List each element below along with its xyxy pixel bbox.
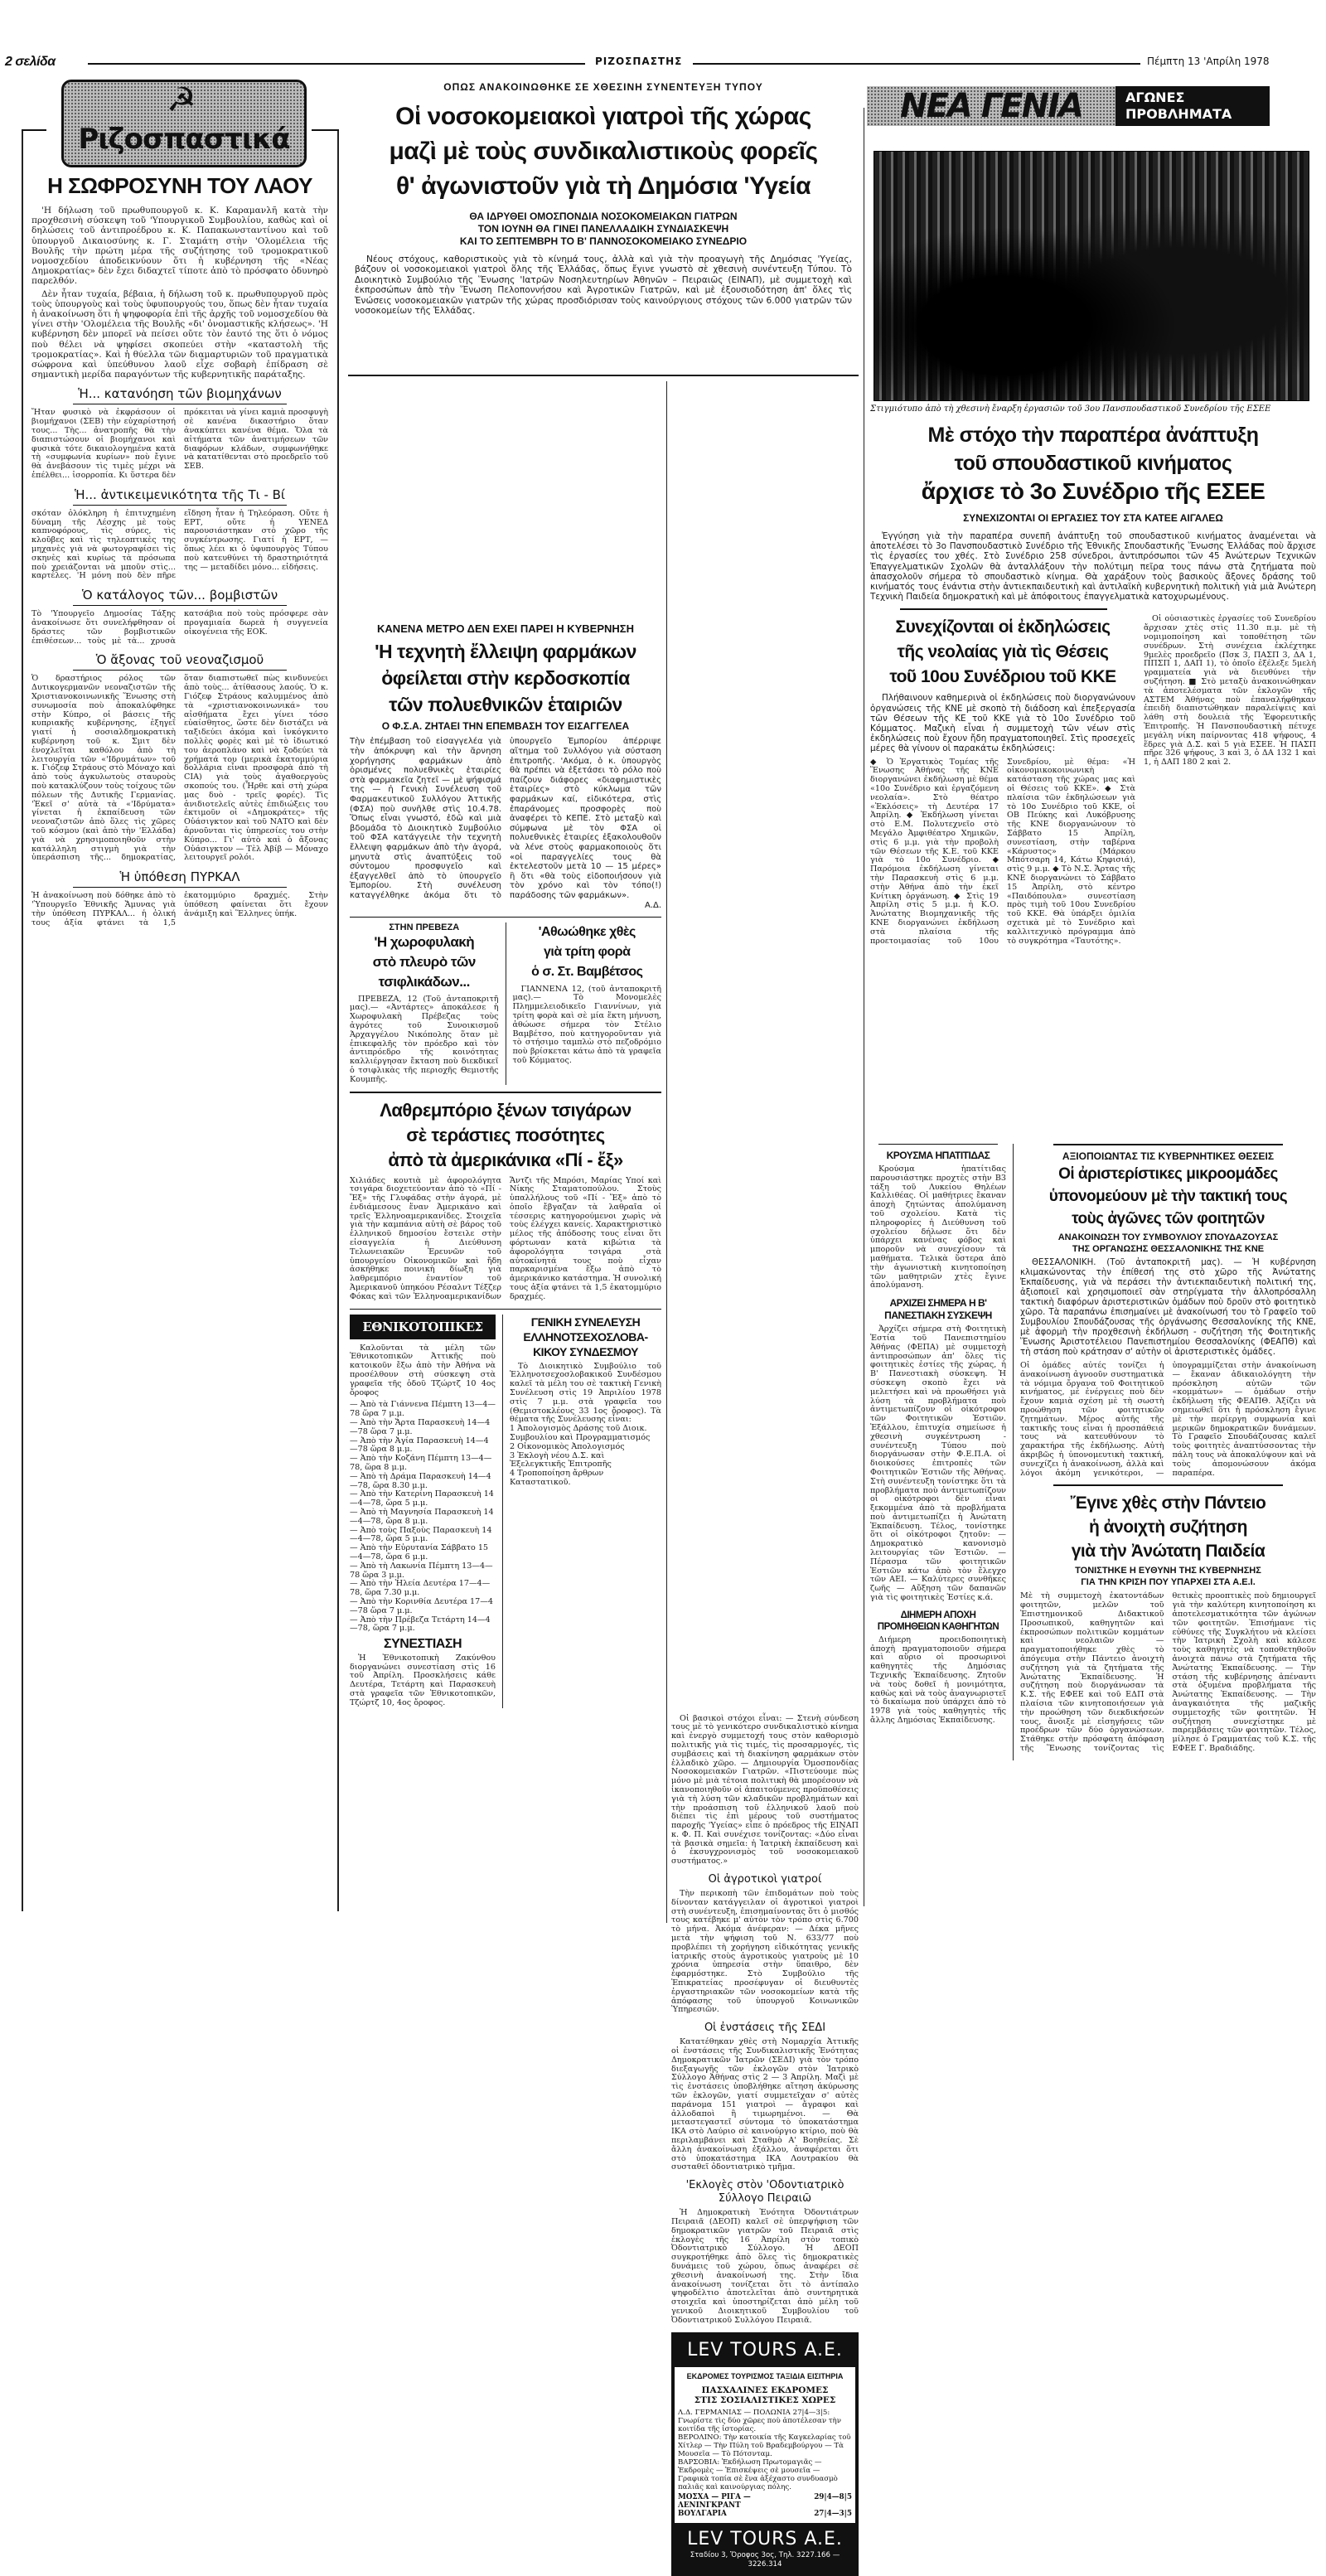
kke-headline xyxy=(870,615,1135,690)
article-pyrkal xyxy=(31,869,328,927)
section-title: Οἱ ἐνστάσεις τῆς ΣΕΔΙ xyxy=(704,2022,826,2035)
cigarettes-headline-line: σὲ τεράστιες ποσότητες xyxy=(406,1124,605,1145)
esee-side: Οἱ οὐσιαστικὲς ἐργασίες τοῦ Συνεδρίου ἄρχισαν χτὲς στὶς 11.30 π.μ. μὲ τὴ νομιμοποίηση καὶ τοποθέτηση τῶν συνέδρων. Στὴ συνέχεια ἐκλέχτηκε 9μελὲς προεδρεῖο (Πσκ 3, ΠΑΣΠ 3, ΔΑ 1, ΠΠΣΠ 1, ΔΑΠ 1), τὸ ὁποῖο ἐξέλεξε 5μελὴ γραμματεία γιὰ νὰ διευθύνει τὴν συζήτηση. ■ Στὸ μεταξὺ ἀνακοινώθηκαν τὰ ἀποτελέσματα τῶν ἐκλογῶν τῆς ΑΣΤΕΜ Ἀθήνας ποὺ ἐπαναλήφθηκαν ἐπειδὴ διαπιστώθηκαν παραλείψεις καὶ λάθη στὴ δουλειὰ τῆς Ἐφορευτικῆς Ἐπιτροπῆς. Ἡ Πανσπουδαστικὴ πέτυχε μεγάλη νίκη παίρνοντας 418 ψήφους, 4 ἕδρες γιὰ Δ.Σ. καὶ 5 γιὰ ΕΣΕΕ. Ἡ ΠΑΣΠ πῆρε 326 ψήφους, 3 καὶ 3, ὁ ΔΑ 132 1 καὶ 1, ἡ ΔΑΠ 180 2 καὶ 2. xyxy=(1144,614,1316,767)
czech-headline-line: ΕΛΛΗΝΟΤΣΕΧΟΣΛΟΒΑ- xyxy=(523,1329,648,1344)
frame-right xyxy=(337,129,339,1911)
banner-tag: ΑΓΩΝΕΣ xyxy=(1125,90,1185,105)
esee-headline xyxy=(870,421,1316,506)
esee-subhead: ΣΥΝΕΧΙΖΟΝΤΑΙ ΟΙ ΕΡΓΑΣΙΕΣ ΤΟΥ ΣΤΑ ΚΑΤΕΕ ΑΙΓΑΛΕΩ xyxy=(963,512,1223,524)
esee-headline-line: τοῦ σπουδαστικοῦ κινήματος xyxy=(954,452,1232,475)
micro-kicker: ΑΞΙΟΠΟΙΩΝΤΑΣ ΤΙΣ ΚΥΒΕΡΝΗΤΙΚΕΣ ΘΕΣΕΙΣ xyxy=(1062,1150,1275,1162)
right-lower-right xyxy=(1020,1144,1316,1760)
section-block xyxy=(671,2022,859,2172)
section-title: Οἱ ἀγροτικοὶ γιατροί xyxy=(708,1873,822,1886)
frame-top-right xyxy=(312,129,339,131)
ad-title: ΣΤΙΣ ΣΟΣΙΑΛΙΣΤΙΚΕΣ ΧΩΡΕΣ xyxy=(694,2394,836,2405)
ad-line: ΒΕΡΟΛΙΝΟ: Τὴν κατοικία τῆς Καγκελαρίας τοῦ Χίτλερ — Τὴν Πύλη τοῦ Βραδεμβούργου — Τὰ Μουσεῖα — Τὸ Πότσνταμ. xyxy=(678,2433,851,2458)
header-rule-right xyxy=(693,63,1140,65)
route-dates: 29|4—8|5 xyxy=(814,2492,852,2501)
lower-row xyxy=(350,1315,661,1708)
right-lower xyxy=(870,1144,1316,1760)
acquitted-headline xyxy=(513,922,662,982)
micro-headline-line: ὑπονομεύουν μὲ τὴν τακτική τους xyxy=(1048,1188,1288,1205)
cigarettes-headline-line: Λαθρεμπόριο ξένων τσιγάρων xyxy=(380,1099,632,1121)
conference-story xyxy=(870,1297,1006,1603)
editorial-body xyxy=(31,206,328,380)
meeting-item: — Ἀπὸ τὴν Ἠλεία Δευτέρα 17—4—78, ὥρα 7.30 μ.μ. xyxy=(350,1579,491,1598)
ad-categories: ΕΚΔΡΟΜΕΣ ΤΟΥΡΙΣΜΟΣ ΤΑΞΙΔΙΑ ΕΙΣΙΤΗΡΙΑ xyxy=(686,2371,844,2380)
esee-headline-line: ἄρχισε τὸ 3ο Συνέδριο τῆς ΕΣΕΕ xyxy=(921,478,1266,504)
right-top-flow xyxy=(870,404,1316,946)
drugs-body: Τὴν ἐπέμβαση τοῦ εἰσαγγελέα γιὰ τὴν ἀπόκρυψη καὶ τὴν ἄρνηση χορήγησης φαρμάκων ἀπὸ ὁρισμένες πολυεθνικὲς ἑταιρίες στὰ φαρμακεῖα ζητεῖ — μὲ ψήφισμά της — ἡ Γενικὴ Συνέλευση τοῦ Φαρμακευτικοῦ Συλλόγου Ἀττικῆς (ΦΣΑ) ποὺ συνῆλθε στὶς 10.4.78. Ὅπως εἶναι γνωστό, ἐδῶ καὶ μιὰ βδομάδα τὸ Διοικητικὸ Συμβούλιο τοῦ ΦΣΑ κατάγγειλε τὴν τεχνητὴ ἔλλειψη φαρμάκων ἀπὸ τὴν ἀγορά, μηνυτὰ στὶς ἀναπτύξεις τοῦ σύντομου προσφυγεῖο καὶ ἐξαγγελθεῖ ἀπὸ τὸ ὑπουργεῖο Ἐμπορίου. Στὴ συνέλευση καταγγέλθηκε ἀκόμα ὅτι τὸ ὑπουργεῖο Ἐμπορίου ἀπέρριψε αἴτημα τοῦ Συλλόγου γιὰ σύσταση ἐπιτροπῆς. 'Ακόμα, ὁ κ. ὑπουργὸς θὰ πρέπει νὰ ἐξετάσει τὸ ρόλο ποὺ παίζουν διάφορες «διαφημιστικὲς ἑταιρίες» στὸ κύκλωμα τῶν φαρμάκων καί, εἰδικότερα, στὶς ἐπαράνομες προσφορὲς ποὺ ἀναφέρει τὸ ΚΕΠΕ. Στὸ μεταξὺ καὶ σύμφωνα μὲ τὸν ΦΣΑ οἱ πολυεθνικὲς ἑταιρίες ἐξακολουθοῦν νὰ λένε στοὺς φαρμακοποιοὺς ὅτι «οἱ παραγγελίες τους θὰ ἐκτελεστοῦν μετὰ 10 — 15 μέρες» ἢ ὅτι «θὰ τοὺς εἰδοποιήσουν γιὰ τὸν χρόνο καὶ τὸν τόπο(!) παράδοσης τῶν φαρμάκων». xyxy=(350,737,661,900)
esee-body: Ἐγγύηση γιὰ τὴν παραπέρα συνεπῆ ἀνάπτυξη τοῦ σπουδαστικοῦ κινήματος ἀναμένεται νὰ ἀποτελέσει τὸ 3ο Πανσπουδαστικὸ Συνέδριο τῆς Ἐθνικῆς Σπουδαστικῆς Ἕνωσης Ἑλλάδας ποὺ ἄρχισε τὶς ἐργασίες του χθές. Στὸ Συνέδριο 258 σύνεδροι, ἀντιπρόσωποι τῶν 45 Ἀνώτερων Τεχνικῶν Ἐπαγγελματικῶν Σχολῶν θὰ ἀνταλλάξουν τὴν πολύτιμη πεῖρα τους πάνω στὰ ζητήματα ποὺ ἀπασχολοῦν σήμερα τὸ σπουδαστικὸ κίνημα. Θὰ χαράξουν τοὺς βασικοὺς ἄξονες δράσης τοῦ κινήματός τους ἐνάντια στὴν ἀντιεκπαιδευτικὴ καὶ ἀντιλαϊκὴ κυβερνητικὴ πολιτικὴ γιὰ μιὰ Ἀνώτερη Τεχνικὴ Παιδεία δημοκρατικὴ καὶ μὲ ἀπόφοιτους ἐπαγγελματικὰ κατοχυρωμένους. xyxy=(870,531,1316,603)
right-section xyxy=(864,75,1321,1753)
drugs-headline-line: 'Η τεχνητὴ ἔλλειψη φαρμάκων xyxy=(375,641,636,663)
cigarettes-story xyxy=(350,1098,661,1302)
lead-subhead: ΚΑΙ ΤΟ ΣΕΠΤΕΜΒΡΗ ΤΟ Β' ΠΑΝΝΟΣΟΚΟΜΕΙΑΚΟ ΣΥΝΕΔΡΙΟ xyxy=(459,235,748,247)
meeting-item: — Ἀπὸ τὴ Λακωνία Πέμπτη 13—4—78 ὥρα 3 μ.μ. xyxy=(350,1561,493,1580)
ethnikotopikes-intro: Καλοῦνται τὰ μέλη τῶν Ἐθνικοτοπικῶν Ἀττικῆς ποὺ κατοικοῦν ἔξω ἀπὸ τὴν Ἀθήνα νὰ προσέλθουν στὴ σύσκεψη στὰ γραφεῖα τῆς ὁδοῦ Τζώρτζ 10 4ος ὄροφος xyxy=(350,1343,496,1397)
conference-title-line: ΠΑΝΕΣΤΙΑΚΗ ΣΥΣΚΕΨΗ xyxy=(884,1310,992,1322)
congress-photo xyxy=(874,151,1309,401)
section-divider xyxy=(900,608,1107,610)
lead-kicker: ΟΠΩΣ ΑΝΑΚΟΙΝΩΘΗΚΕ ΣΕ ΧΘΕΣΙΝΗ ΣΥΝΕΝΤΕΥΞΗ ΤΥΠΟΥ xyxy=(443,81,763,93)
preveza-headline-line: στὸ πλευρὸ τῶν xyxy=(372,953,476,970)
lead-headline-line: μαζὶ μὲ τοὺς συνδικαλιστικοὺς φορεῖς xyxy=(389,138,818,165)
panteio-headline-line: Ἔγινε χθὲς στὴν Πάντειο xyxy=(1070,1494,1266,1513)
left-column xyxy=(22,80,341,927)
route-dates: 27|4—3|5 xyxy=(814,2509,852,2518)
section-body: Ἡ Δημοκρατικὴ Ἑνότητα Ὀδοντιάτρων Πειραιᾶ (ΔΕΟΠ) καλεῖ σὲ ὑπερψήφιση τῶν δημοκρατικῶν γιατρῶν τοῦ Πειραιᾶ στὶς ἐκλογὲς τῆς 16 Ἀπρίλη στὸν τοπικὸ Ὀδοντιατρικὸ Σύλλογο. Ἡ ΔΕΟΠ συγκροτήθηκε ἀπὸ ὅλες τὶς δημοκρατικὲς δυνάμεις τοῦ χώρου, ὅπως ἀναφέρει σὲ χθεσινὴ ἀνακοίνωσή της. Στὴν ἴδια ἀνακοίνωση τονίζεται ὅτι τὸ ἀντίπαλο ψηφοδέλτιο ἀποτελεῖται ἀπὸ συντηρητικὰ στοιχεῖα καὶ ὑποστηρίζεται ἀπὸ μέλη τοῦ γενικοῦ Διοικητικοῦ Συμβουλίου τοῦ Ὀδοντιατρικοῦ Συλλόγου Πειραιᾶ. xyxy=(671,2208,859,2325)
lead-subhead: ΤΟΝ ΙΟΥΝΗ ΘΑ ΓΙΝΕΙ ΠΑΝΕΛΛΑΔΙΚΗ ΣΥΝΔΙΑΣΚΕΨΗ xyxy=(477,223,729,235)
header-rule-left xyxy=(88,63,585,65)
kke-story xyxy=(870,615,1135,946)
hepatitis-story xyxy=(870,1144,1006,1290)
paper-name: ΡΙΖΟΣΠΑΣΤΗΣ xyxy=(595,56,683,67)
page-number: 2 σελίδα xyxy=(5,55,56,69)
micro-subhead: ΤΗΣ ΟΡΓΑΝΩΣΗΣ ΘΕΣΣΑΛΟΝΙΚΗΣ ΤΗΣ ΚΝΕ xyxy=(1072,1244,1265,1254)
acquitted-headline-line: γιὰ τρίτη φορὰ xyxy=(544,944,631,959)
kke-headline-line: τῆς νεολαίας γιὰ τὶς Θέσεις xyxy=(897,642,1109,662)
conference-title-line: ΑΡΧΙΖΕΙ ΣΗΜΕΡΑ Η Β' xyxy=(889,1297,987,1310)
banner-tag: ΠΡΟΒΛΗΜΑΤΑ xyxy=(1125,106,1232,122)
lead-headline xyxy=(348,99,859,204)
article-body: Τὸ 'Υπουργεῖο Δημοσίας Τάξης ἀνακοίνωσε ὅτι συνελήφθησαν οἱ δράστες τῶν βομβιστικῶν ἐπιθέσεων... τοὺς μὲ τὰ... χρυσὰ κατσάβια ποὺ τοὺς πρόσφερε σὰν προγαμιαία δωρεὰ ἡ συγγενεία οἰκογένεια τῆς ΕΟΚ. xyxy=(31,609,328,646)
lead-top xyxy=(348,81,859,316)
column-logo xyxy=(61,80,307,167)
section-divider xyxy=(350,917,661,918)
preveza-headline xyxy=(350,932,499,992)
article-industrialists xyxy=(31,386,328,480)
ad-route xyxy=(678,2493,852,2510)
meeting-item: — Ἀπὸ τὴν Ἀγία Παρασκευὴ 14—4—78 ὥρα 8 μ.μ. xyxy=(350,1436,489,1455)
right-lower-left xyxy=(870,1144,1006,1760)
agenda-item: 2 Οἰκονομικὸς Ἀπολογισμός xyxy=(510,1441,625,1451)
meeting-item: — Ἀπὸ τὴν Πρέβεζα Τετάρτη 14—4—78, ὥρα 7 μ.μ. xyxy=(350,1615,491,1634)
section-divider xyxy=(348,375,859,376)
czech-headline-line: ΓΕΝΙΚΗ ΣΥΝΕΛΕΥΣΗ xyxy=(530,1315,641,1329)
banner-tags xyxy=(1115,86,1270,126)
article-title: Ἡ ὑπόθεση ΠΥΡΚΑΛ xyxy=(119,869,240,885)
cigarettes-body: Χιλιάδες κουτιὰ μὲ ἀφορολόγητα τσιγάρα διοχετεύονταν ἀπὸ τὸ «Πί - Ἔξ» τῆς Γλυφάδας στὴν ἀγορά, μὲ ἐνδιάμεσους ἕναν Ἀμερικάνο καὶ τρεῖς Ἑλληνοαμερικανίδες. Στοιχεῖα γιὰ τὴν καμπάνια αὐτὴ σὲ βάρος τοῦ ἑλληνικοῦ δημοσίου ἔστειλε στὴν εἰσαγγελία ἡ Διεύθυνση Τελωνειακῶν Ἐρευνῶν τοῦ ὑπουργείου Οἰκονομικῶν καὶ ἤδη ἀσκήθηκε ποινικὴ δίωξη γιὰ λαθρεμπόριο ἐναντίον τοῦ Ἀμερικανοῦ ὑπηκόου Ρέσαλντ Τέξζερ Φόκας καὶ τῶν Ἑλληνοαμερικανίδων Ἄντζι τῆς Μπρόσι, Μαρίας Υποί καὶ Νίκης Σταματοπούλου. Στοὺς ὑπαλλήλους τοῦ «Πί - Ἔξ» ἀπὸ τὸ ὁποῖο ἔβγαζαν τὰ λαθραῖα οἱ τέσσερις κατηγορούμενοι χωρὶς νὰ τοὺς ἐλέγχει κανείς. Χαρακτηριστικὸ μέλος τῆς ἀπόδοσης τους εἶναι ὅτι φόρτωναν κατὰ κιβώτια τὰ ἀφορολόγητα τσιγάρα στὰ αὐτοκίνητά τους ποὺ εἶχαν παρκαρισμένα ἔξω ἀπὸ τὸ ἀμερικάνικο κατάστημα. Ἡ συνολική τους ἀξία φτάνει τὰ 1,5 ἑκατομμύριο δραχμές. xyxy=(350,1175,661,1301)
article-neonazism xyxy=(31,652,328,863)
acquitted-headline-line: 'Αθωώθηκε χθὲς xyxy=(538,924,636,939)
section-divider xyxy=(1053,1484,1283,1486)
ethnikotopikes-section xyxy=(350,1315,496,1708)
column-divider xyxy=(502,1315,503,1708)
ad-address: Σταδίου 3, Ὄροφος 3ος, Τηλ. 3227.166 — 3226.314 xyxy=(690,2550,840,2569)
ad-route xyxy=(678,2510,852,2518)
czech-headline xyxy=(510,1315,661,1359)
cigarettes-headline-line: ἀπὸ τὰ ἀμερικάνικα «Πί - ἔξ» xyxy=(388,1149,623,1170)
preveza-kicker: ΣΤΗΝ ΠΡΕΒΕΖΑ xyxy=(389,922,460,932)
teachers-title: ΔΙΗΜΕΡΗ ΑΠΟΧΗ ΠΡΟΜΗΘΕΙΩΝ ΚΑΘΗΓΗΤΩΝ xyxy=(877,1610,999,1632)
panteio-headline-line: ἡ ἀνοιχτὴ συζήτηση xyxy=(1088,1518,1247,1537)
micro-subheads xyxy=(1020,1232,1316,1255)
title-underline xyxy=(73,670,287,671)
ad-title: ΠΑΣΧΑΛΙΝΕΣ ΕΚΔΡΟΜΕΣ xyxy=(701,2385,829,2395)
lead-continued: Οἱ βασικοὶ στόχοι εἶναι: — Στενὴ σύνδεση τους μὲ τὸ γενικότερο συνδικαλιστικὸ κίνημα καὶ ἐνεργὸ συμμετοχή τους στὸν καθορισμὸ πολιτικῆς γιὰ τὶς τιμές, τὶς προσαρμογές, τὶς συμβάσεις καὶ τὴ διακίνηση φαρμάκων στὸν ἑλλαδικὸ χῶρο. — Δημιουργία Ὁμοσπονδίας Νοσοκομειακῶν Γιατρῶν. «Πιστεύουμε πὼς μόνο μὲ μιὰ τέτοια πολιτικὴ θὰ μπορέσουν νὰ ἱκανοποιηθοῦν οἱ ἀπαιτούμενες προϋποθέσεις γιὰ τὴ λύση τῶν κλαδικῶν προβλημάτων καὶ τὴν προάσπιση τοῦ ἑλληνικοῦ λαοῦ ποὺ διέπει τὶς ἐπὶ μέρους τοῦ συστήματος παροχῆς 'Υγείας» εἶπε ὁ πρόεδρος τῆς ΕΙΝΑΠ κ. Φ. Π. Καὶ συνέχισε τονίζοντας: «Δύο εἶναι τὰ βασικὰ σημεῖα: ἡ Ἰατρικὴ ἐκπαίδευση καὶ ὁ ἐκσυγχρονισμὸς τοῦ νοσοκομειακοῦ συστήματος.» xyxy=(671,1713,859,1867)
ad-brand-bottom: LEV TOURS A.E. xyxy=(687,2528,843,2549)
meeting-item: — Ἀπὸ τοὺς Παξοὺς Παρασκευὴ 14—4—78, ὥρα 5 μ.μ. xyxy=(350,1525,492,1544)
editorial-paragraph: 'Η δήλωση τοῦ πρωθυπουργοῦ κ. Κ. Καραμανλῆ κατὰ τὴν προχθεσινὴ σύσκεψη τοῦ 'Υπουργικοῦ Συμβουλίου, καθὼς καὶ οἱ δηλώσεις τοῦ ἀντιπροέδρου κ. Κ. Παπακωνσταντίνου καὶ τοῦ ὑπουργοῦ Δικαιοσύνης κ. Γ. Σταμάτη στὴν 'Ολομέλεια τῆς Βουλῆς τὴν πρώτη μέρα τῆς συζήτησης τοῦ τρομοκρατικοῦ νομοσχεδίου ἀποδεικνύουν ὅτι ἡ κυβέρνηση τῆς «Νέας Δημοκρατίας» δὲν ἔχει διδαχτεῖ τίποτε ἀπὸ τὸ πρόσφατο ὀδυνηρὸ παρελθόν. xyxy=(31,206,328,287)
micro-headline-line: Οἱ ἀριστερίστικες μικροομάδες xyxy=(1058,1165,1278,1183)
left-flow xyxy=(31,172,328,927)
drugs-kicker: ΚΑΝΕΝΑ ΜΕΤΡΟ ΔΕΝ ΕΧΕΙ ΠΑΡΕΙ Η ΚΥΒΕΡΝΗΣΗ xyxy=(377,622,634,636)
lev-tours-ad xyxy=(671,2332,859,2576)
lead-subhead: ΘΑ ΙΔΡΥΘΕΙ ΟΜΟΣΠΟΝΔΙΑ ΝΟΣΟΚΟΜΕΙΑΚΩΝ ΓΙΑΤΡΩΝ xyxy=(469,211,738,222)
route-name: ΒΟΥΛΓΑΡΙΑ xyxy=(678,2509,727,2518)
lead-intro: Νέους στόχους, καθοριστικοὺς γιὰ τὸ κίνημά τους, ἀλλὰ καὶ γιὰ τὴν προαγωγὴ τῆς Δημόσιας 'Υγείας, βάζουν οἱ νοσοκομειακοὶ γιατροὶ ὅλης τῆς Ἑλλάδας, ὅπως ἔγινε γνωστὸ σὲ χθεσινὴ συνέντευξη Τύπου. Τὸ Διοικητικὸ Συμβούλιο τῆς Ἕνωσης 'Ιατρῶν Νοσηλευτηρίων Ἀθηνῶν – Πειραιῶς (ΕΙΝΑΠ), μὲ συμμετοχὴ καὶ ἐκπροσώπων ἀπὸ τὴν Ἕνωση Πελοποννήσου καὶ Ἀγροτικῶν Γιατρῶν, καὶ μὲ ἐξουσιοδότηση ἀπ' ὅλες τὶς Ἑνώσεις νοσοκομειακῶν γιατρῶν τῆς χώρας προσδιόρισαν τοὺς καινούργιους στόχους τῶν 6.000 γιατρῶν τῶν νοσοκομείων τῆς Ἑλλάδας. xyxy=(355,254,852,317)
section-divider xyxy=(350,1092,661,1093)
panteio-subhead: ΤΟΝΙΣΤΗΚΕ Η ΕΥΘΥΝΗ ΤΗΣ ΚΥΒΕΡΝΗΣΗΣ xyxy=(1075,1566,1261,1576)
section-block xyxy=(671,2179,859,2325)
section-title: 'Εκλογὲς στὸν 'Οδοντιατρικὸ Σύλλογο Πειραιῶ xyxy=(685,2179,844,2206)
hepatitis-title: ΚΡΟΥΣΜΑ ΗΠΑΤΙΤΙΔΑΣ xyxy=(886,1150,990,1161)
meeting-item: — Ἀπὸ τὴν Εὐρυτανία Σάββατο 15—4—78, ὥρα 6 μ.μ. xyxy=(350,1543,489,1562)
page-header xyxy=(5,55,1321,71)
drugs-headline xyxy=(350,638,661,718)
preveza-story xyxy=(350,922,499,1085)
micro-story xyxy=(1020,1150,1316,1478)
kke-body: ◆ Ὁ Ἐργατικὸς Τομέας τῆς Ἕνωσης Ἀθήνας τῆς ΚΝΕ διοργανώνει ἐκδήλωση μὲ θέμα «10ο Συνέδριο καὶ ἐργαζόμενη νεολαία». Στὸ θέατρο «Ἐκλόσεις» τὴ Δευτέρα 17 Ἀπρίλη. ◆ Ἐκδήλωση γίνεται στὸ Ε.Μ. Πολυτεχνεῖο στὸ Μεγάλο Ἀμφιθέατρο Χημικῶν, στὶς 6 μ.μ. γιὰ τὴν προβολὴ τῶν Θέσεων τῆς Κ.Ε. τοῦ ΚΚΕ γιὰ τὸ 10ο Συνέδριο. ◆ Παρόμοια ἐκδήλωση γίνεται τὴν Παρασκευὴ στὶς 6 μ.μ. στὴν Ἀθήνα ἀπὸ τὴν ἐκεῖ Κνίτικη ὀργάνωση. ◆ Στὶς 19 Ἀπρίλη στὶς 5 μ.μ. ἡ Κ.Ο. Ἀνώτατης Βιομηχανικῆς τῆς ΚΝΕ διοργανώνει ἐκδήλωση στὰ πλαίσια τῆς προετοιμασίας τοῦ 10ου Συνεδρίου, μὲ θέμα: «Ἡ οἰκονομικοκοινωνικὴ κατάσταση τῆς χώρας μας καὶ οἱ Θέσεις τοῦ ΚΚΕ». ◆ Στὰ πλαίσια τῶν ἐκδηλώσεων γιὰ τὸ 10ο Συνέδριο τοῦ ΚΚΕ, οἱ ΟΒ Πεύκης καὶ Λυκόβρυσης τῆς ΚΝΕ διοργανώνουν τὸ Σάββατο 15 Ἀπρίλη, συνεστίαση, στὴν ταβέρνα «Κάρυστος» (Μάρκου Μπότσαρη 14, Κάτω Κηφισιά), στὶς 9 μ.μ. ◆ Τὸ Ν.Σ. Ἄρτας τῆς ΚΝΕ διοργανώνει τὸ Σάββατο 15 Ἀπρίλη, στὸ κέντρο «Παιδόπουλα» συνεστίαση πρὸς τιμὴ τοῦ 10ου Συνεδρίου τοῦ ΚΚΕ. Θὰ ὑπάρξει ὁμιλία σχετικὰ μὲ τὸ Συνέδριο καὶ καλλιτεχνικὸ πρόγραμμα ἀπὸ τὸ συγκρότημα «Ταυτότης». xyxy=(870,757,1135,946)
meeting-item: — Ἀπὸ τὴν Κοζάνη Πέμπτη 13—4—78, ὥρα 8 μ.μ. xyxy=(350,1454,492,1473)
dinner-title: ΣΥΝΕΣΤΙΑΣΗ xyxy=(383,1637,462,1652)
drugs-subhead: Ο Φ.Σ.Α. ΖΗΤΑΕΙ ΤΗΝ ΕΠΕΜΒΑΣΗ ΤΟΥ ΕΙΣΑΓΓΕΛΕΑ xyxy=(381,720,630,733)
preveza-headline-line: τσιφλικάδων... xyxy=(378,973,470,990)
center-right-flow xyxy=(671,1715,859,2576)
drugs-story xyxy=(350,622,661,909)
section-divider xyxy=(878,1144,998,1145)
section-block xyxy=(671,1873,859,2015)
preveza-body: ΠΡΕΒΕΖΑ, 12 (Τοῦ ἀνταποκριτῆ μας).— «Ἀντάρτες» ἀποκάλεσε ἡ Χωροφυλακὴ Πρέβεζας τοὺς ἀγρότες τοῦ Συνοικισμοῦ Ἀρχαγγέλου Νικόπολης ὅταν μὲ ἐπικεφαλῆς τὸν πρόεδρο καὶ τὸν ἀντιπρόεδρο τῆς κοινότητας καλλιέργησαν ἔκταση ποὺ διεκδικεῖ ὁ τσιφλικὰς τῆς περιοχῆς Θεμιστῆς Κουμπῆς. xyxy=(350,994,499,1084)
kke-row xyxy=(870,615,1316,946)
meeting-item: — Ἀπὸ τὴ Μαγνησία Παρασκευὴ 14—4—78, ὥρα 8 μ.μ. xyxy=(350,1508,494,1526)
agenda-item: 3 Ἐκλογὴ νέου Δ.Σ. καὶ Ἐξελεγκτικῆς Ἐπιτροπῆς xyxy=(510,1450,612,1470)
panteio-story xyxy=(1020,1491,1316,1753)
conference-body: Ἀρχίζει σήμερα στὴ Φοιτητικὴ Ἑστία τοῦ Πανεπιστημίου Ἀθήνας (ΦΕΠΑ) μὲ συμμετοχὴ ἀντιπροσώπων ἀπ' ὅλες τὶς φοιτητικὲς ἑστίες τῆς χώρας, ἡ Β' Πανεστιακὴ σύσκεψη. Ἡ σύσκεψη σκοπὸ ἔχει νὰ μελετήσει καὶ νὰ προωθήσει γιὰ λύση τὰ προβλήματα ποὺ ἀντιμετωπίζουν οἱ οἰκότροφοι τῶν Φοιτητικῶν Ἑστιῶν. Ἐξάλλου, ἐπιτυχία σημείωσε ἡ χθεσινὴ συγκέντρωση - συνέντευξη Τύπου ποὺ διοργάνωσαν στὴν Φ.Ε.Π.Α. οἱ διοικούσες ἐπιτροπὲς τῶν Φοιτητικῶν Ἑστιῶν τῆς Ἀθήνας. Στὴ συνέντευξη τονίστηκε ὅτι τὰ προβλήματα ποὺ ἀντιμετωπίζουν οἱ οἰκότροφοι δὲν εἶναι ξεκομμένα ἀπὸ τὰ προβλήματα ποὺ ἀντιμετωπίζει ἡ Ἀνώτατη Ἐκπαίδευση. Τέλος, τονίστηκε ὅτι οἱ οἰκότροφοι ζητοῦν: — Δημοκρατικὸ κανονισμὸ λειτουργίας τῶν Ἑστιῶν. — Πέρασμα τῶν φοιτητικῶν Ἑστιῶν κάτω ἀπὸ τὸν ἔλεγχο τῶν ΑΕΙ. — Καλύτερες συνθῆκες ζωῆς — Αὔξηση τῶν δαπανῶν γιὰ τὶς φοιτητικὲς Ἑστίες κ.ά. xyxy=(870,1324,1006,1603)
section-divider xyxy=(350,1309,661,1310)
ad-content xyxy=(675,2367,855,2523)
kke-headline-line: Συνεχίζονται οἱ ἐκδηλώσεις xyxy=(895,617,1111,637)
conference-title xyxy=(870,1297,1006,1322)
article-title: Ἡ... κατανόηση τῶν βιομηχάνων xyxy=(78,386,282,402)
article-title: Ὁ κατάλογος τῶν... βομβιστῶν xyxy=(81,588,278,603)
acquitted-headline-line: ὁ σ. Στ. Βαμβέτσος xyxy=(531,964,643,979)
agenda-item: 4 Τροποποίηση ἄρθρων Καταστατικοῦ. xyxy=(510,1469,604,1488)
editorial-paragraph: Δὲν ἦταν τυχαία, βέβαια, ἡ δήλωση τοῦ κ. πρωθυπουργοῦ πρὸς τοὺς ὑπουργοὺς καὶ τοὺς ὑφυπουργούς του, ὅπως δὲν ἦταν τυχαία ἡ ἀνακοίνωση ὅτι ἡ ψηφοφορία ἐπὶ τῆς ἀρχῆς τοῦ νομοσχεδίου θὰ γίνει στὴν 'Ολομέλεια τῆς Βουλῆς «δι' ὀνομαστικῆς κλήσεως». 'Η κυβέρνηση δὲν μπορεῖ νὰ πείσει οὔτε τὸν ἑαυτό της ὅτι ὁ νόμος ποὺ θέλει νὰ ψηφίσει σκοπεύει στὴν «καταστολὴ τῆς τρομοκρατίας». Καὶ ἡ θύελλα τῶν διαμαρτυριῶν τοῦ πραγματικὰ σώφρονα καὶ ὑπεύθυνου λαοῦ εἶχε σοβαρὴ ἐπίδραση σὲ σημαντικὴ μερίδα παραγόντων τῆς κυβερνητικῆς παράταξης. xyxy=(31,288,328,380)
panteio-subheads xyxy=(1020,1565,1316,1588)
center-left-flow xyxy=(350,622,661,1707)
article-body: σκόταν ὁλόκληρη ἡ ἐπιτυχημένη δύναμη τῆς Λέσχης μὲ τοὺς καπνοφόρους, τὶς σύρες, τὶς κλοῦβες καὶ τὶς τηλεοπτικὲς της μηχανὲς γιὰ νὰ φωτογραφίσει τὶς σκηνὲς καὶ κυρίως τὰ πρόσωπα ποὺ χρειάζονται νὰ μποῦν στὶς... καρτέλες. 'Η μόνη ποὺ δὲν πῆρε εἴδηση ἦταν ἡ Τηλεόραση. Οὔτε ἡ ΕΡΤ, οὔτε ἡ ΥΕΝΕΔ παρουσιάστηκαν στὸ χῶρο τῆς συγκέντρωσης. Γιατί ἡ ΕΡΤ, — ὅπως λέει κι ὁ ὑφυπουργὸς Τύπου ποὺ κατευθύνει τὴ δραστηριότητά της — μεταδίδει μόνο... εἰδήσεις. xyxy=(31,508,328,581)
czech-headline-line: ΚΙΚΟΥ ΣΥΝΔΕΣΜΟΥ xyxy=(533,1344,638,1358)
article-body: Ὁ δραστήριος ρόλος τῶν Δυτικογερμανῶν νεοναζιστῶν τῆς Χριστιανοκοινωνικῆς Ἕνωσης στὴ συνωμοσία ποὺ ἀποκαλύφθηκε στὴν Κύπρο, οἱ βάσεις τῆς κυπριακῆς κυβέρνησης, ἐξηγεῖ γιατί ἡ σοσιαλδημοκρατικὴ κυβέρνηση τοῦ κ. Σμιτ δὲν ἐνοχλεῖται καθόλου ἀπὸ τὴ λειτουργία τῶν «'Ιδρυμάτων» τοῦ κ. Γιόζεφ Στράους στὸ Μόναχο καὶ ἀπὸ τοὺς ἀγκυλωτοὺς σταυροὺς ποὺ κατακλύζουν τοὺς τοίχους τῶν πόλεων τῆς Δυτικῆς Γερμανίας. 'Ἐκεῖ σ' αὐτὰ τὰ «'Ιδρύματα» γίνεται ἡ ἐκπαίδευση τῶν νεοναζιστῶν ἀπὸ ὅλες τὶς χῶρες τοῦ κόσμου (καὶ ἀπὸ τὴν 'Ελλάδα) γιὰ νὰ χρησιμοποιηθοῦν στὴν κατάλληλη στιγμὴ γιὰ τὴν ὑπεράσπιση τῆς... δημοκρατίας, ὅταν διαπιστωθεῖ πὼς κινδυνεύει ἀπὸ τοὺς... ἀτίθασους λαούς. Ὁ κ. Γιόζεφ Στράους καλυμμένος ἀπὸ τὰ «χριστιανοκοινωνικά» του αἰσθήματα ἔχει γίνει τόσο εὐαίσθητος, ὥστε δὲν διστάζει νὰ ταξιδεύει ἀκόμα καὶ ἰνκόγκνιτο πολλὲς φορὲς καὶ μὲ τὸ ἰδιωτικό του ἀεροπλάνο καὶ νὰ ξοδεύει τὰ χρήματά του (μερικὰ ἑκατομμύρια δολλάρια εἶναι προσφορὰ ἀπὸ τὴ CIA) γιὰ τοὺς ἀγαθοεργοὺς σκοπούς του. (Ἦρθε καὶ στὴ χώρα μας δυὸ - τρεῖς φορές). Τὶς ἀνιδιοτελεῖς αὐτὲς ἐπιδιώξεις του ἐκτιμοῦν οἱ «Δημοκράτες» τῆς Οὐάσιγκτον καὶ τοῦ ΝΑΤΟ καὶ δὲν ἀρνοῦνται τὶς ὑπηρεσίες του στὴν Κύπρο... Γι' αὐτὸ καὶ ὁ ἄξονας Οὐάσιγκτον — Τὲλ Ἀβίβ — Μόναχο λειτουργεῖ ρολόι. xyxy=(31,674,328,863)
panteio-headline xyxy=(1020,1491,1316,1563)
drugs-headline-line: τῶν πολυεθνικῶν ἑταιριῶν xyxy=(389,694,622,716)
section-body: Τὴν περικοπὴ τῶν ἐπιδομάτων ποὺ τοὺς δίνονταν κατάγγειλαν οἱ ἀγροτικοὶ γιατροὶ στὴ συνέντευξη, ἐπισημαίνοντας ὅτι ὁ μισθός τους κατέβηκε μ' αὐτὸν τὸν τρόπο στὶς 6.700 τὸ μήνα. Ἀκόμα ἀνέφεραν: — Δέκα μῆνες μετὰ τὴν ψήφιση τοῦ Ν. 633/77 ποὺ προβλέπει τὴ χορήγηση εἰδικότητας γενικῆς ἰατρικῆς στοὺς ἀγροτικοὺς γιατροὺς μὲ 10 χρόνια ὑπηρεσία στὴν ὕπαιθρο, δὲν ἐφαρμόστηκε. Στὸ Συμβούλιο τῆς Ἐπικρατείας προσέφυγαν οἱ διευθυντὲς ἐργαστηριακῶν τῶν νοσοκομείων κατὰ τῆς ἀπόφασης τοῦ ὑπουργοῦ Κοινωνικῶν Ὑπηρεσιῶν. xyxy=(671,1889,859,2015)
meeting-item: — Ἀπὸ τὴν Κορινθία Δευτέρα 17—4—78 ὥρα 7 μ.μ. xyxy=(350,1596,493,1615)
column-divider xyxy=(666,381,667,1923)
drugs-signature: Α.Δ. xyxy=(644,900,661,910)
ad-line: Λ.Δ. ΓΕΡΜΑΝΙΑΣ — ΠΟΛΩΝΙΑ 27|4—3|5: Γνωρίστε τὶς δύο χῶρες ποὺ ἀποτέλεσαν τὴν κοιτίδα τῆς ἱστορίας. xyxy=(678,2408,841,2433)
title-underline xyxy=(73,505,287,506)
title-underline xyxy=(73,887,287,888)
title-underline xyxy=(73,605,287,606)
teachers-body: Διήμερη προειδοποιητικὴ ἀποχὴ πραγματοποιοῦν σήμερα καὶ αὔριο οἱ προσωρινοὶ καθηγητὲς τῆς Δημόσιας Τεχνικῆς Ἐκπαίδευσης. Ζητοῦν νὰ τοὺς δοθεῖ ἡ μονιμότητα, καθὼς καὶ νὰ τοὺς ἀναγνωριστεῖ τὸ δικαίωμα ποὺ ὑπάρχει ἀπὸ τὸ 1978 γιὰ τοὺς καθηγητὲς τῆς ἄλλης Δημόσιας Ἐκπαίδευσης. xyxy=(870,1634,1006,1726)
acquitted-story xyxy=(513,922,662,1085)
hepatitis-body: Κρούσμα ἡπατίτιδας παρουσιάστηκε προχτὲς στὴν Β3 τάξη τοῦ Λυκείου Θηλέων Καλλιθέας. Οἱ μαθήτριες ἔκαναν ἀποχὴ ζητώντας ἀπολύμανση τοῦ σχολείου. Κατὰ τὶς πληροφορίες ἡ Διεύθυνση τοῦ σχολείου δήλωσε ὅτι δὲν ὑπάρχει κανένας φόβος καὶ μποροῦν νὰ συνεχίσουν τὰ μαθήματα. Τελικὰ ὕστερα ἀπὸ τὴν ἀγωνιστικὴ κινητοποίηση τῶν μαθητριῶν χτὲς ἔγινε ἀπολύμανση. xyxy=(870,1165,1006,1290)
dinner-body: Ἡ Ἐθνικοτοπικὴ Ζακύνθου διοργανώνει συνεστίαση στὶς 16 τοῦ Ἀπρίλη. Προσκλήσεις κάθε Δευτέρα, Τετάρτη καὶ Παρασκευὴ στὰ γραφεῖα τῶν Ἐθνικοτοπικῶν, Τζώρτζ 10, 4ος ὄροφος. xyxy=(350,1653,496,1707)
lead-headline-line: θ' ἀγωνιστοῦν γιὰ τὴ Δημόσια 'Υγεία xyxy=(395,172,811,200)
mid-row xyxy=(350,922,661,1085)
preveza-headline-line: 'Η χωροφυλακὴ xyxy=(374,933,475,950)
column-logo-text: Ριζοσπαστικά xyxy=(78,123,290,156)
center-section xyxy=(348,75,859,2569)
micro-intro: ΘΕΣΣΑΛΟΝΙΚΗ. (Τοῦ ἀνταποκριτῆ μας). — Ἡ κυβέρνηση κλιμακώνοντας τὴν ἐπίθεσή της στὸ χῶρο τῆς Ἀνώτατης Ἐκπαίδευσης, γιὰ νὰ περάσει τὴν ἀντιεκπαιδευτικὴ πολιτική της, ἀξιοποιεῖ καὶ χρησιμοποιεῖ σὰν στηρίγματα τὴν ἀλλοπρόσαλλη τακτικὴ διαφόρων ἀριστεριστικῶν ὁμάδων ποὺ δροῦν στὸ φοιτητικὸ χῶρο. Τὰ παραπάνω ἐπισημαίνει μὲ ἀνακοίνωσή του τὸ Γραφεῖο τοῦ Συμβουλίου Σπουδάζουσας τῆς ὀργάνωσης Θεσσαλονίκης τῆς ΚΝΕ, μὲ ἀφορμὴ τὴν προχθεσινὴ ἐκδήλωση - συζήτηση τῆς Φοιτητικῆς Ἕνωσης Ἀριστοτέλειου Πανεπιστημίου Θεσσαλονίκης (ΦΕΑΠΘ) καὶ τὴ στάση ποὺ κράτησαν σ' αὐτὴν οἱ ἀριστεριστικὲς ὁμάδες. xyxy=(1020,1258,1316,1357)
agenda-item: 1 Ἀπολογισμὸς Δράσης τοῦ Διοικ. Συμβουλίου καὶ Προγραμματισμός xyxy=(510,1424,651,1443)
section-body: Κατατέθηκαν χθὲς στὴ Νομαρχία Ἀττικῆς οἱ ἐνστάσεις τῆς Συνδικαλιστικῆς Ἑνότητας Δημοκρατικῶν Ἰατρῶν (ΣΕΔΙ) γιὰ τὸν τρόπο διεξαγωγῆς τῶν ἐκλογῶν στὸν Ἰατρικὸ Σύλλογο Ἀθήνας στὶς 2 — 3 Ἀπρίλη. Μαζὶ μὲ τὶς ἐνστάσεις ὑποβλήθηκε αἴτηση ἀκύρωσης τῶν ἐκλογῶν, γιατί συμμετεῖχαν σ' αὐτὲς παράνομα 151 γιατροὶ — ἄγραφοι καὶ ἀλλοδαποὶ ἢ τιμωρημένοι. — Θὰ μεταστεγαστεῖ σύντομα τὸ ὑποκατάστημα ΙΚΑ στὸ Λαύριο σὲ καινούργιο κτίριο, ποὺ θὰ περιλαμβάνει καὶ Σταθμὸ Α' Βοηθείας. Σὲ ἄλλη ἀνακοίνωση ἐξάλλου, ἀναφέρεται ὅτι στὸ ὑποκατάστημα ΙΚΑ Λουτρακίου θὰ συσταθεῖ ὀδοντιατρικὸ τμῆμα. xyxy=(671,2037,859,2172)
lead-headline-line: Οἱ νοσοκομειακοὶ γιατροὶ τῆς χώρας xyxy=(395,103,811,130)
article-body: Ἡ ἀνακοίνωση ποὺ δόθηκε ἀπὸ τὸ 'Ὑπουργεῖο Ἐθνικῆς Ἄμυνας γιὰ τὴν ὑπόθεση ΠΥΡΚΑΛ... ἡ ὀλική τους ἀξία φτάνει τὰ 1,5 ἑκατομμύριο δραχμές. Στὴν ὑπόθεση φαίνεται ὅτι ἔχουν ἀνάμιξη καὶ Ἕλληνες ὑπήκ. xyxy=(31,891,328,927)
micro-headline xyxy=(1020,1163,1316,1230)
czech-story xyxy=(510,1315,661,1708)
micro-body: Οἱ ὁμάδες αὐτές τονίζει ἡ ἀνακοίνωση ἀγνοοῦν συστηματικὰ τὰ νόμιμα ὄργανα τοῦ Φοιτητικοῦ κινήματος, μὲ ἐνέργειες ποὺ δὲν ἔχουν καμιὰ σχέση μὲ τὴ σωστὴ προώθηση τῶν φοιτητικῶν ζητημάτων. Μέρος αὐτῆς τῆς τακτικῆς τους εἶναι ἡ προσπάθειά τους νὰ κατευθύνουν τὸ χαρακτήρα τῆς ἐκδήλωσης. Αὐτὴ ἀκριβῶς ἡ ὑπονομευτικὴ τακτική, συνεχίζει ἡ ἀνακοίνωση, ἀλλὰ καὶ λόγοι ἀκόμη γενικότεροι, —ὑπογραμμίζεται στὴν ἀνακοίνωση — ἔκαναν ἀδικαιολόγητη τὴν πρόσκληση αὐτῶν τῶν «κομμάτων» — ὁμάδων στὴν ἐκδήλωση τῆς ΦΕΑΠΘ. Ἀξίζει νὰ σημειωθεῖ ὅτι ἡ πρόσκληση ἔγινε μὲ τὴν περίεργη συμφωνία καὶ μερικῶν δημοκρατικῶν δυνάμεων. Τὸ Γραφεῖο Σπουδάζουσας καλεῖ τοὺς φοιτητὲς ἀναπτύσσοντας τὴν πάλη τους νὰ ἀποκαλύψουν καὶ νὰ τοὺς ἀπομονώσουν ἀκόμα παραπέρα. xyxy=(1020,1361,1316,1478)
article-tv xyxy=(31,487,328,581)
meeting-item: — Ἀπὸ τὴν Κατερίνη Παρασκευὴ 14—4—78, ὥρα 5 μ.μ. xyxy=(350,1489,494,1508)
ad-brand: LEV TOURS A.E. xyxy=(687,2339,843,2361)
micro-headline-line: τοὺς ἀγῶνες τῶν φοιτητῶν xyxy=(1072,1210,1265,1227)
teachers-story xyxy=(870,1610,1006,1726)
issue-date: Πέμπτη 13 'Απρίλη 1978 xyxy=(1147,56,1270,67)
route-name: ΜΟΣΧΑ — ΡΙΓΑ — ΛΕΝΙΝΓΚΡΑΝΤ xyxy=(678,2492,751,2510)
meeting-item: — Ἀπὸ τὰ Γιάννενα Πέμπτη 13—4—78 ὥρα 7 μ.μ. xyxy=(350,1400,496,1419)
article-title: Ὁ ἄξονας τοῦ νεοναζισμοῦ xyxy=(95,652,264,668)
article-body: Ἤταν φυσικὸ νὰ ἐκφράσουν οἱ βιομήχανοι (ΣΕΒ) τὴν εὐχαρίστησή τους... Τὴς... ἀνατροπῆς θὰ τὴν διαπιστώσουν οἱ βιομήχανοι καὶ φυσικὰ τότε δικαιολογημένα κατὰ τὴ «συμφωνία κυρίων» ποὺ ἔγινε θὰ ἀνεβάσουν τὶς τιμὲς μέχρι νὰ ἐπέλθει... ἰσορροπία. Κι ὕστερα δὲν πρόκειται νὰ γίνει καμιὰ προσφυγὴ σὲ κανένα δικαστήριο ὅταν ἀνακύπτει κανένα θέμα. Ὅλα τὰ αἰτήματα τῶν ἀνατιμήσεων τῶν διαφόρων κλάδων, συμφωνήθηκε νὰ κατατίθενται στὸ προεδρεῖο τοῦ ΣΕΒ. xyxy=(31,408,328,481)
panteio-body: Μὲ τὴ συμμετοχὴ ἑκατοντάδων φοιτητῶν, μελῶν τοῦ Ἐπιστημονικοῦ Διδακτικοῦ Προσωπικοῦ, καθηγητῶν καὶ ἐκπροσώπων πολιτικῶν κομμάτων καὶ νεολαιῶν — πραγματοποιήθηκε χθὲς τὸ ἀπόγευμα στὴν Πάντειο ἀνοιχτὴ συζήτηση γιὰ τὰ ζητήματα τῆς Ἀνώτατης Ἐκπαίδευσης. Ἡ συζήτηση ποὺ διοργάνωσαν τὰ Κ.Σ. τῆς ΕΦΕΕ καὶ τοῦ ΕΔΠ στὰ πλαίσια τῶν κινητοποιήσεων γιὰ τὴν προώθηση τῶν διεκδικήσεών τους, ἄνοιξε μὲ εἰσηγήσεις τῶν προέδρων τῶν δύο ὀργανώσεων. Στάθηκε στὴν πρόσφατη ἀπόφαση τῆς Ἕνωσης τονίζοντας τὶς θετικὲς προοπτικὲς ποὺ δημιουργεῖ γιὰ τὴν καλύτερη κινητοποίηση κι ἀποτελεσματικότητα τῶν ἀγώνων τῶν φοιτητῶν. Ἐπισήμανε τὶς εὐθύνες τῆς Συγκλήτου νὰ κλείσει τὴν Ἰατρικὴ Σχολὴ καὶ κάλεσε τοὺς καθηγητὲς νὰ τοποθετηθοῦν ἀνοιχτὰ πάνω στὰ ζητήματα τῆς Ἀνώτατης Ἐκπαίδευσης. — Τὴν στάση τῆς κυβέρνησης ἀπέναντι στὰ ὀξυμένα προβλήματα τῆς Ἀνώτατης Ἐκπαίδευσης. — Τὴν ἀναγκαιότητα τῆς μαζικῆς συμμετοχῆς τῶν φοιτητῶν. Ἡ συζήτηση συνεχίστηκε μὲ παρεμβάσεις τῶν φοιτητῶν. Τέλος, μίλησε ὁ Γραμματέας τοῦ Κ.Σ. τῆς ΕΦΕΕ Γ. Βραδιάδης. xyxy=(1020,1591,1316,1753)
panteio-headline-line: γιὰ τὴν Ἀνώτατη Παιδεία xyxy=(1071,1542,1266,1562)
section-divider xyxy=(1053,1144,1283,1145)
kke-intro: Πλήθαινουν καθημερινὰ οἱ ἐκδηλώσεις ποὺ διοργανώνουν ὀργανώσεις τῆς ΚΝΕ μὲ σκοπὸ τὴ διάδοση καὶ ἐπεξεργασία τῶν Θέσεων τῆς ΚΕ τοῦ ΚΚΕ γιὰ τὸ 10ο Συνέδριο τοῦ Κόμματος. Μαζικὴ εἶναι ἡ συμμετοχὴ τῶν νέων στὶς ἐκδηλώσεις ποὺ ἔχουν ἤδη πραγματοποιηθεῖ. Στὶς προσεχεῖς μέρες θὰ γίνουν οἱ παρακάτω ἐκδηλώσεις: xyxy=(870,693,1135,754)
kke-headline-line: τοῦ 10ου Συνέδριου τοῦ ΚΚΕ xyxy=(889,667,1116,687)
article-bombers xyxy=(31,588,328,646)
frame-top-left xyxy=(22,129,46,131)
micro-subhead: ΑΝΑΚΟΙΝΩΣΗ ΤΟΥ ΣΥΜΒΟΥΛΙΟΥ ΣΠΟΥΔΑΖΟΥΣΑΣ xyxy=(1057,1232,1279,1242)
banner-title: ΝΕΑ ΓΕΝΙΑ xyxy=(900,87,1082,125)
nea-genia-banner xyxy=(867,86,1115,126)
drugs-headline-line: ὀφείλεται στὴν κερδοσκοπία xyxy=(381,667,630,690)
ad-line: ΒΑΡΣΟΒΙΑ: Ἐκδήλωση Πρωτομαγιᾶς — Ἐκδρομὲς — Ἐπισκέψεις σὲ μουσεῖα — Γραφικὰ τοπία σὲ ἕνα ἀξέχαστο συνδυασμὸ παλιᾶς καὶ καινούργιας πόλης. xyxy=(678,2457,838,2491)
frame-left xyxy=(22,129,23,1911)
lead-subheads xyxy=(348,211,859,248)
photo-caption: Στιγμιότυπο ἀπὸ τὴ χθεσινὴ ἔναρξη ἐργασιῶν τοῦ 3ου Πανσπουδαστικοῦ Συνεδρίου τῆς ΕΣΕΕ xyxy=(870,404,1271,414)
ethnikotopikes-logo: ΕΘΝΙΚΟΤΟΠΙΚΕΣ xyxy=(350,1315,496,1339)
acquitted-body: ΓΙΑΝΝΕΝΑ 12, (τοῦ ἀνταποκριτῆ μας).— Τὸ Μονομελὲς Πλημμελειοδικεῖο Γιαννίνων, γιὰ τρίτη φορὰ καὶ σὲ μία ἕκτη μήνυση, ἀθώωσε σήμερα τὸν Στέλιο Βαμβέτσο, ποὺ κατηγοροῦνταν γιὰ τὸ στήσιμο ταμπλὼ στὸ πεζοδρόμιο ποὺ βρίσκεται κάτω ἀπὸ τὰ γραφεῖα τοῦ Κόμματος. xyxy=(512,984,661,1065)
panteio-subhead: ΓΙΑ ΤΗΝ ΚΡΙΣΗ ΠΟΥ ΥΠΑΡΧΕΙ ΣΤΑ Α.Ε.Ι. xyxy=(1081,1577,1256,1588)
ethnikotopikes-list xyxy=(350,1401,496,1634)
meeting-item: — Ἀπὸ τὴν Ἄρτα Παρασκευὴ 14—4—78 ὥρα 7 μ.μ. xyxy=(350,1418,491,1436)
czech-agenda xyxy=(510,1425,661,1488)
editorial-title: Η ΣΩΦΡΟΣΥΝΗ ΤΟΥ ΛΑΟΥ xyxy=(47,173,312,198)
esee-headline-line: Μὲ στόχο τὴν παραπέρα ἀνάπτυξη xyxy=(927,424,1259,447)
article-title: Ἡ... ἀντικειμενικότητα τῆς Τι - Βί xyxy=(74,487,285,502)
meeting-item: — Ἀπὸ τὴ Δράμα Παρασκευὴ 14—4—78, ὥρα 8.30 μ.μ. xyxy=(350,1471,491,1490)
czech-body: Τὸ Διοικητικὸ Συμβούλιο τοῦ Ἑλληνοτσεχοσλοβακικοῦ Συνδέσμου καλεῖ τὰ μέλη του σὲ τακτικὴ Γενικὴ Συνέλευση στὶς 19 Ἀπριλίου 1978 στὶς 7 μ.μ. στὰ γραφεῖα του (Θεμιστοκλέους 33 1ος ὄροφος). Τὰ θέματα τῆς Συνέλευσης εἶναι: xyxy=(510,1361,661,1425)
cigarettes-headline xyxy=(350,1098,661,1173)
column-divider xyxy=(1013,1144,1014,1760)
hammer-sickle-icon: ☭ xyxy=(167,81,196,119)
